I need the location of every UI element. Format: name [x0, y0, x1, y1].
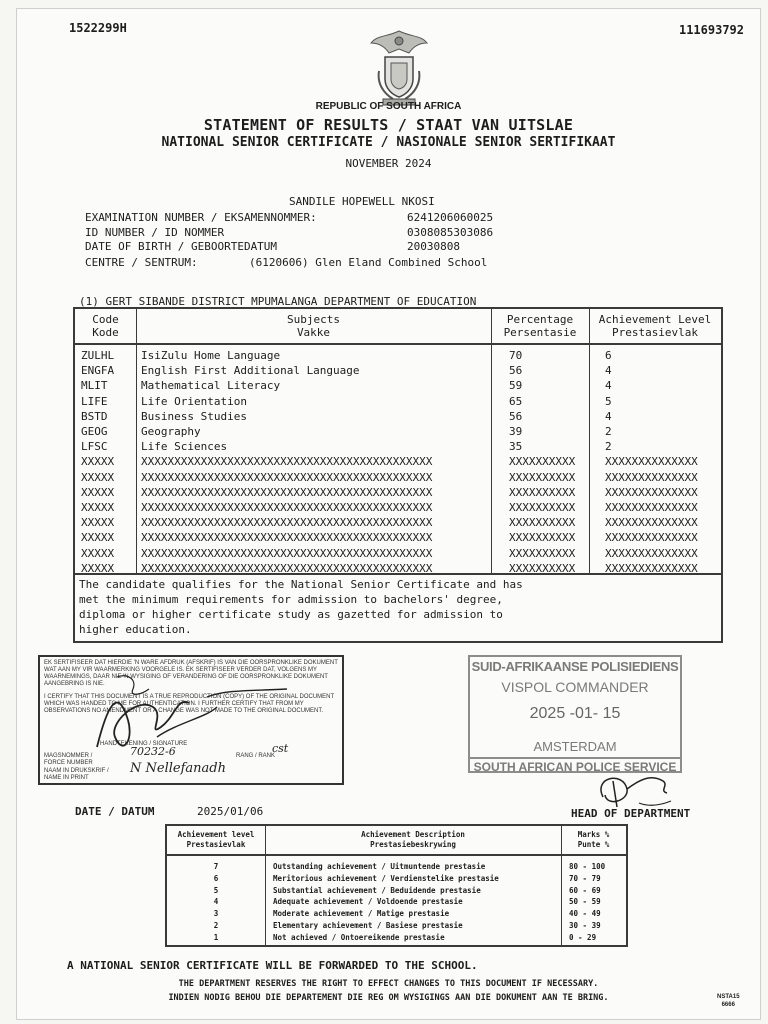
certificate-forward-note: A NATIONAL SENIOR CERTIFICATE WILL BE FORWARDED TO THE SCHOOL. — [67, 959, 478, 972]
subject-percentage: 59 — [509, 379, 523, 393]
subject-level: XXXXXXXXXXXXXX — [605, 546, 698, 560]
result-row — [75, 379, 721, 394]
subject-level: 6 — [605, 349, 612, 362]
achievement-marks: 60 - 69 — [569, 885, 601, 895]
subject-level: 2 — [605, 440, 612, 454]
achievement-description: Meritorious achievement / Verdienstelike prestasie — [273, 873, 499, 883]
qualification-statement — [73, 573, 723, 643]
subject-percentage: XXXXXXXXXX — [509, 546, 576, 560]
subject-percentage: 65 — [509, 394, 523, 408]
achievement-description: Substantial achievement / Beduidende prestasie — [273, 885, 481, 895]
qualification-line: met the minimum requirements for admission to bachelors' degree, — [79, 593, 503, 606]
result-row — [75, 395, 721, 410]
subject-code: XXXXX — [81, 546, 115, 560]
form-code — [717, 993, 740, 1009]
police-service-stamp — [468, 655, 682, 773]
achievement-description: Not achieved / Ontoereikende prestasie — [273, 932, 445, 942]
subject-percentage: XXXXXXXXXX — [509, 561, 576, 575]
stamp-place: AMSTERDAM — [533, 739, 617, 754]
result-row — [75, 516, 721, 531]
header-code: Code — [92, 313, 119, 326]
subject-name: Mathematical Literacy — [141, 379, 281, 393]
qualification-line: The candidate qualifies for the National Senior Certificate and has — [79, 578, 523, 591]
subject-name: XXXXXXXXXXXXXXXXXXXXXXXXXXXXXXXXXXXXXXXXXXXX — [141, 561, 433, 575]
subject-level: 4 — [605, 409, 612, 423]
achievement-marks: 50 - 59 — [569, 897, 601, 907]
achievement-row — [167, 886, 626, 897]
id-number-value: 0308085303086 — [407, 226, 494, 239]
qualification-line: diploma or higher certificate study as gazetted for admission to — [79, 608, 503, 621]
candidate-name: SANDILE HOPEWELL NKOSI — [289, 195, 435, 208]
subject-level: 5 — [605, 394, 612, 408]
result-row — [75, 501, 721, 516]
result-row — [75, 471, 721, 486]
republic-heading: REPUBLIC OF SOUTH AFRICA — [315, 101, 462, 112]
exam-number-value: 6241206060025 — [407, 211, 494, 224]
certification-afrikaans: EK SERTIFISEER DAT HIERDIE 'N WARE AFDRUK (AFSKRIF) IS VAN DIE OORSPRONKLIKE DOKUMENT WAT AAN MY VIR WAARMERKING VOORGELE IS. EK SERTIFISEER VERDER DAT, VOLGENS MY WAARNEMINGS, DAAR NIE 'N WYSIGING OF VERANDERING OF DIE OORSPRONKLIKE DOKUMENT AANGEBRING IS NIE. — [44, 660, 338, 687]
subject-code: XXXXX — [81, 516, 115, 530]
reserve-rights-english: THE DEPARTMENT RESERVES THE RIGHT TO EFFECT CHANGES TO THIS DOCUMENT IF NECESSARY. — [178, 979, 599, 989]
subject-level: XXXXXXXXXXXXXX — [605, 561, 698, 575]
name-in-print-label: NAAM IN DRUKSKRIF / NAME IN PRINT — [44, 768, 109, 781]
subject-code: ENGFA — [81, 364, 115, 378]
subject-name: Business Studies — [141, 409, 247, 423]
stamp-date: 2025 -01- 15 — [529, 705, 621, 722]
handwritten-signature — [57, 667, 347, 787]
subject-level: 2 — [605, 425, 612, 438]
result-row — [75, 455, 721, 470]
achievement-description: Moderate achievement / Matige prestasie — [273, 909, 450, 919]
subject-code: BSTD — [81, 409, 108, 423]
date-label: DATE / DATUM — [75, 805, 155, 818]
achievement-marks: 40 - 49 — [569, 909, 601, 919]
subject-code: GEOG — [81, 425, 108, 438]
header-prestasievlak: Prestasievlak — [611, 326, 699, 339]
header-persentasie: Persentasie — [503, 326, 577, 339]
coat-of-arms-icon — [369, 27, 429, 107]
subject-level: 4 — [605, 379, 612, 393]
exam-session: NOVEMBER 2024 — [345, 157, 432, 170]
rank-label: RANG / RANK — [236, 753, 276, 759]
subject-level: XXXXXXXXXXXXXX — [605, 516, 698, 530]
achievement-level: 3 — [213, 909, 219, 919]
header-vakke: Vakke — [296, 326, 331, 339]
stamp-commander: VISPOL COMMANDER — [501, 679, 649, 695]
result-row — [75, 547, 721, 562]
subject-percentage: 70 — [509, 349, 523, 362]
certification-english: I CERTIFY THAT THIS DOCUMENT IS A TRUE REPRODUCTION (COPY) OF THE ORIGINAL DOCUMENT WHICH WAS HANDED TO ME FOR AUTHENTICATION. I FURTHER CERTIFY THAT FROM MY OBSERVATIONS NO AMENDMENT OR A CHANGE WAS NOT MADE TO THE ORIGINAL DOCUMENT. — [44, 694, 335, 714]
head-of-department-label: HEAD OF DEPARTMENT — [571, 807, 691, 820]
header-kode: Kode — [92, 326, 119, 339]
achievement-level: 5 — [213, 885, 219, 895]
subject-percentage: 56 — [509, 364, 523, 378]
achievement-marks: 70 - 79 — [569, 873, 601, 883]
subject-percentage: XXXXXXXXXX — [509, 531, 576, 545]
document-title: STATEMENT OF RESULTS / STAAT VAN UITSLAE — [203, 116, 574, 134]
subject-name: IsiZulu Home Language — [141, 349, 281, 362]
result-row — [75, 364, 721, 379]
subject-code: LIFE — [81, 394, 108, 408]
subject-level: 4 — [605, 364, 612, 378]
subject-name: XXXXXXXXXXXXXXXXXXXXXXXXXXXXXXXXXXXXXXXXXXXX — [141, 470, 433, 484]
subject-name: XXXXXXXXXXXXXXXXXXXXXXXXXXXXXXXXXXXXXXXXXXXX — [141, 546, 433, 560]
achievement-level: 2 — [213, 921, 219, 930]
handwritten-name: N Nellefanadh — [130, 761, 226, 776]
subject-name: XXXXXXXXXXXXXXXXXXXXXXXXXXXXXXXXXXXXXXXXXXXX — [141, 516, 433, 530]
subject-code: XXXXX — [81, 561, 115, 575]
ach-header-level: Achievement level — [177, 830, 255, 839]
achievement-marks: 80 - 100 — [569, 862, 606, 871]
achievement-row — [167, 862, 626, 873]
achievement-levels-table — [165, 824, 628, 947]
subject-name: XXXXXXXXXXXXXXXXXXXXXXXXXXXXXXXXXXXXXXXXXXXX — [141, 485, 433, 499]
achievement-description: Elementary achievement / Basiese prestasie — [273, 921, 463, 930]
subject-level: XXXXXXXXXXXXXX — [605, 501, 698, 514]
achievement-level: 1 — [213, 932, 219, 942]
subject-name: Life Sciences — [141, 440, 228, 454]
subject-code: MLIT — [81, 379, 108, 393]
achievement-row — [167, 897, 626, 908]
subject-percentage: XXXXXXXXXX — [509, 516, 576, 530]
dob-label: DATE OF BIRTH / GEBOORTEDATUM — [85, 240, 278, 253]
subject-name: English First Additional Language — [141, 364, 360, 378]
qualification-line: higher education. — [79, 623, 192, 636]
subject-name: XXXXXXXXXXXXXXXXXXXXXXXXXXXXXXXXXXXXXXXXXXXX — [141, 531, 433, 545]
subject-percentage: XXXXXXXXXX — [509, 455, 576, 469]
ach-header-prestasievlak: Prestasievlak — [186, 840, 246, 849]
force-number-label: MAGSNOMMER / FORCE NUMBER — [44, 753, 93, 766]
subject-level: XXXXXXXXXXXXXX — [605, 455, 698, 469]
ach-header-beskrywing: Prestasiebeskrywing — [370, 840, 456, 849]
result-row — [75, 349, 721, 364]
subject-percentage: 56 — [509, 409, 523, 423]
subject-code: XXXXX — [81, 531, 115, 545]
district-heading: (1) GERT SIBANDE DISTRICT MPUMALANGA DEPARTMENT OF EDUCATION — [79, 295, 477, 308]
serial-number-right: 111693792 — [678, 23, 744, 37]
achievement-row — [167, 921, 626, 932]
subject-percentage: XXXXXXXXXX — [509, 501, 576, 514]
result-row — [75, 425, 721, 440]
achievement-description: Outstanding achievement / Uitmuntende prestasie — [273, 862, 486, 871]
subject-name: Geography — [141, 425, 201, 438]
subject-level: XXXXXXXXXXXXXX — [605, 470, 698, 484]
subject-code: LFSC — [81, 440, 108, 454]
subject-level: XXXXXXXXXXXXXX — [605, 485, 698, 499]
form-code-number: 6666 — [721, 1002, 735, 1008]
header-subjects: Subjects — [287, 313, 340, 326]
result-row — [75, 440, 721, 455]
subject-code: ZULHL — [81, 349, 115, 362]
achievement-row — [167, 874, 626, 885]
subject-percentage: 35 — [509, 440, 523, 454]
exam-number-label: EXAMINATION NUMBER / EKSAMENNOMMER: — [85, 211, 317, 224]
subject-code: XXXXX — [81, 501, 115, 514]
subject-name: XXXXXXXXXXXXXXXXXXXXXXXXXXXXXXXXXXXXXXXXXXXX — [141, 455, 433, 469]
id-number-label: ID NUMBER / ID NOMMER — [85, 226, 225, 239]
stamp-line-afrikaans: SUID-AFRIKAANSE POLISIEDIENS — [471, 659, 679, 674]
stamp-line-english: SOUTH AFRICAN POLICE SERVICE — [470, 757, 680, 774]
subject-percentage: XXXXXXXXXX — [509, 470, 576, 484]
handwritten-rank: cst — [272, 742, 289, 755]
signature-label: HANDTEKENING / SIGNATURE — [100, 741, 188, 747]
subject-code: XXXXX — [81, 470, 115, 484]
subject-name: XXXXXXXXXXXXXXXXXXXXXXXXXXXXXXXXXXXXXXXXXXXX — [141, 501, 433, 514]
ach-header-marks: Marks % — [577, 830, 610, 839]
subject-name: Life Orientation — [141, 394, 247, 408]
certificate-title: NATIONAL SENIOR CERTIFICATE / NASIONALE SENIOR SERTIFIKAAT — [161, 135, 616, 150]
dob-value: 20030808 — [407, 240, 460, 253]
subject-code: XXXXX — [81, 455, 115, 469]
serial-number-left: 1522299H — [69, 21, 127, 35]
results-table — [73, 307, 723, 575]
ach-header-description: Achievement Description — [361, 830, 465, 839]
achievement-description: Adequate achievement / Voldoende prestasie — [273, 897, 463, 907]
subject-code: XXXXX — [81, 485, 115, 499]
subject-percentage: 39 — [509, 425, 523, 438]
header-percentage: Percentage — [506, 313, 574, 326]
result-row — [75, 531, 721, 546]
achievement-marks: 30 - 39 — [569, 921, 601, 930]
achievement-marks: 0 - 29 — [569, 932, 597, 942]
ach-header-punte: Punte % — [577, 840, 610, 849]
achievement-level: 6 — [213, 873, 219, 883]
achievement-row — [167, 933, 626, 944]
date-value: 2025/01/06 — [197, 805, 264, 818]
handwritten-force-number: 70232-6 — [130, 745, 176, 758]
centre-label: CENTRE / SENTRUM: — [85, 256, 198, 269]
achievement-level: 7 — [213, 862, 219, 871]
form-code-line: NSTA15 — [717, 994, 740, 1000]
reserve-rights-afrikaans: INDIEN NODIG BEHOU DIE DEPARTEMENT DIE REG OM WYSIGINGS AAN DIE DOKUMENT AAN TE BRING. — [168, 993, 609, 1003]
result-row — [75, 410, 721, 425]
subject-level: XXXXXXXXXXXXXX — [605, 531, 698, 545]
subject-percentage: XXXXXXXXXX — [509, 485, 576, 499]
achievement-level: 4 — [213, 897, 219, 907]
result-row — [75, 486, 721, 501]
centre-value: (6120606) Glen Eland Combined School — [249, 256, 488, 269]
statement-of-results-page — [16, 8, 761, 1020]
achievement-row — [167, 909, 626, 920]
header-achievement-level: Achievement Level — [598, 313, 712, 326]
